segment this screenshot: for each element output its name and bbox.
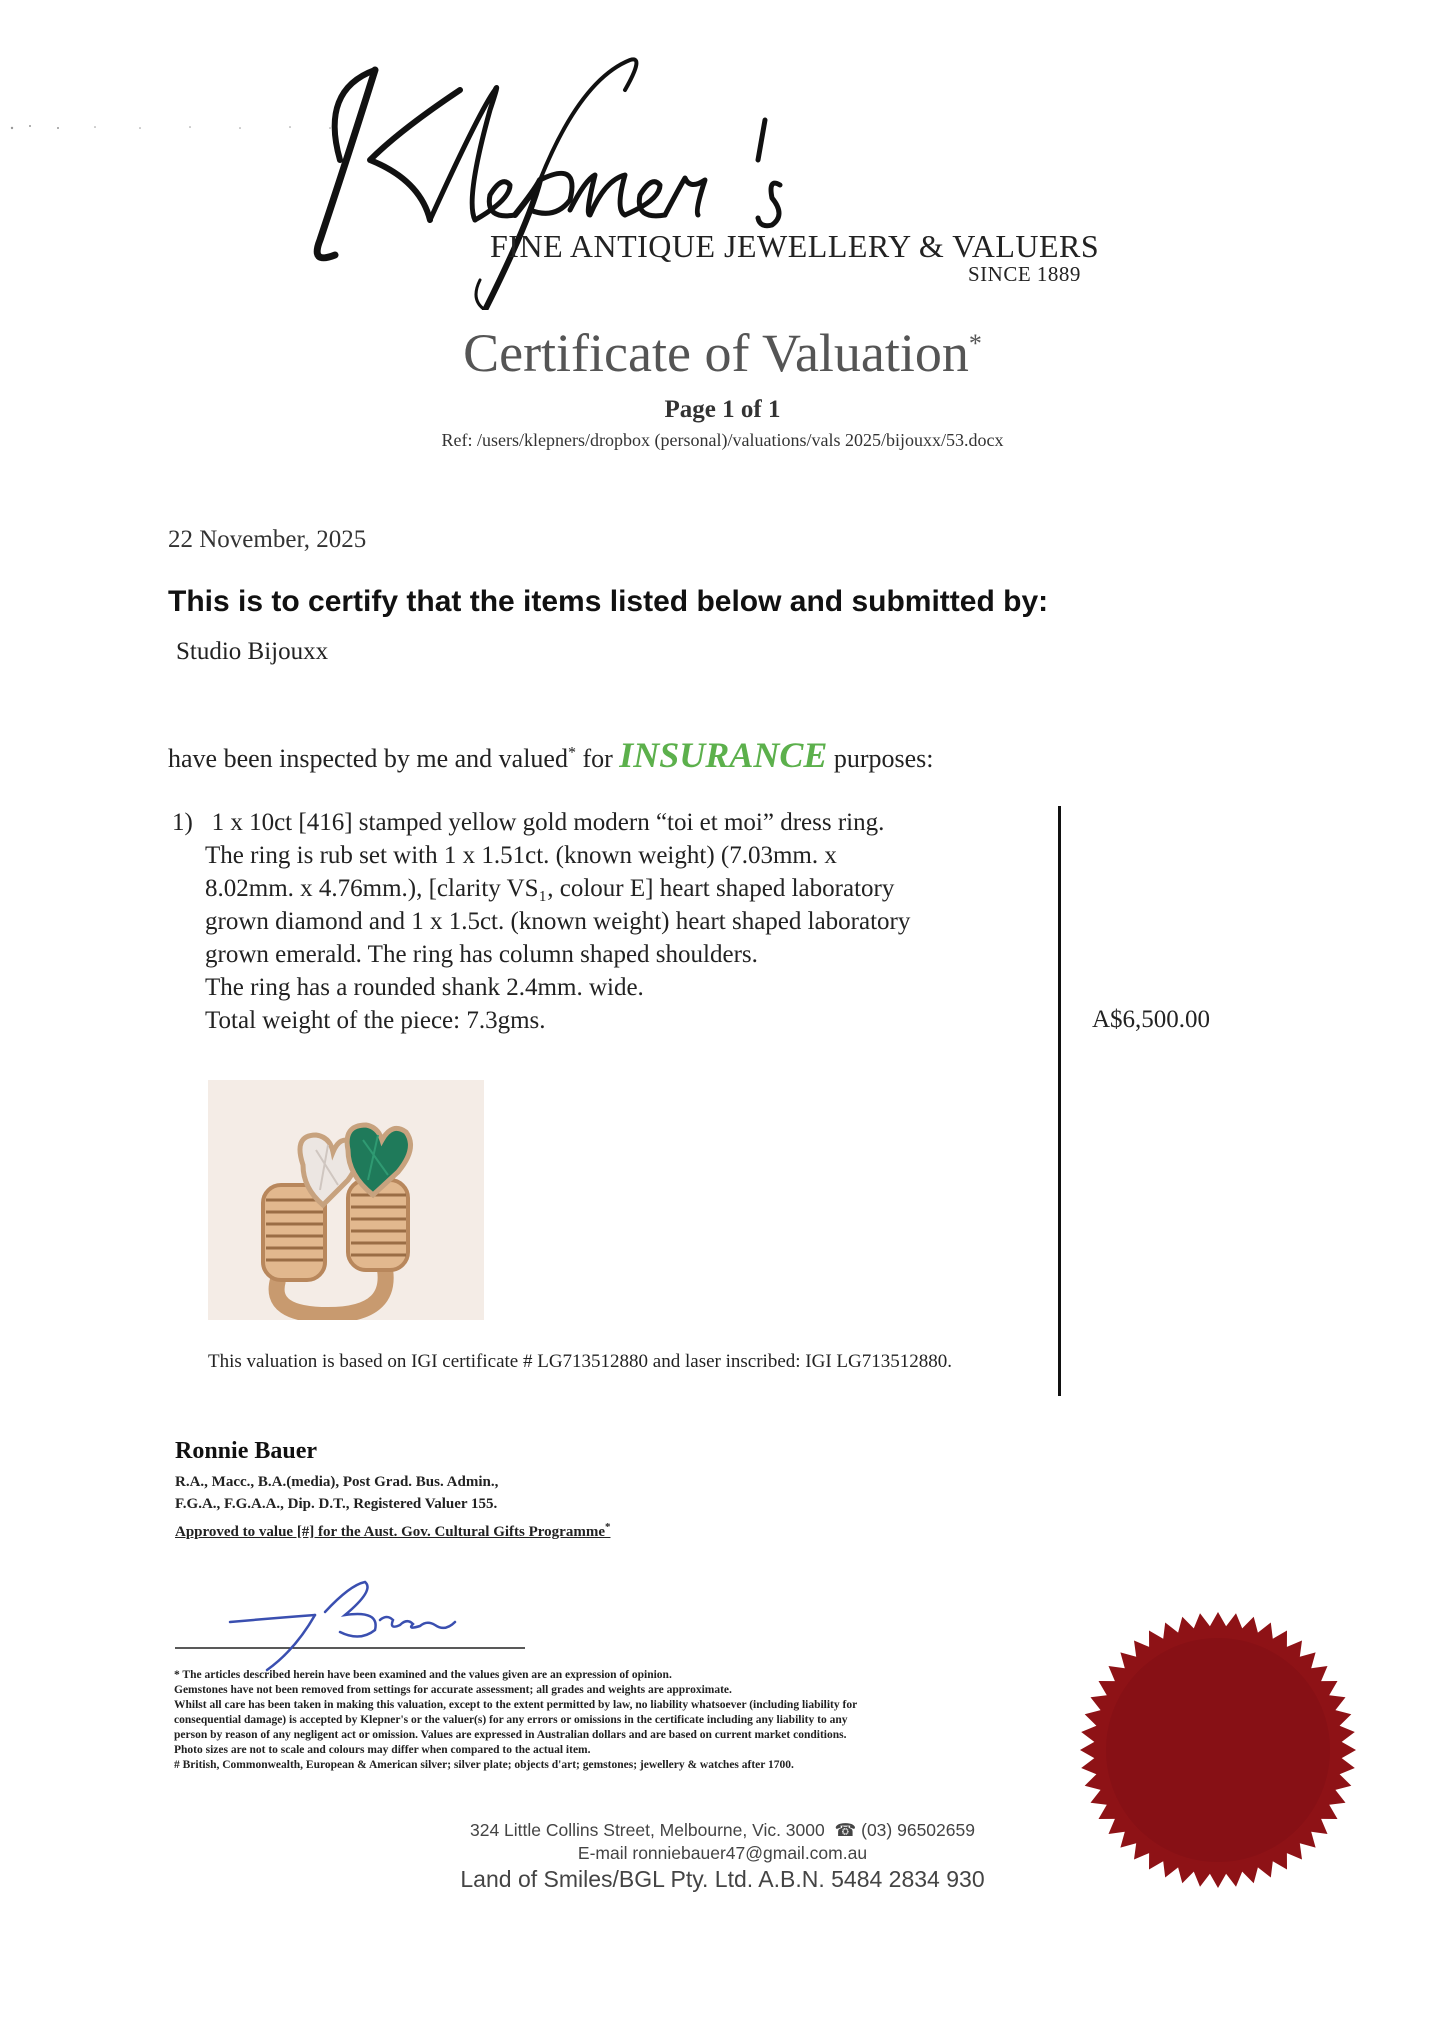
brand-tagline: FINE ANTIQUE JEWELLERY & VALUERS xyxy=(490,228,1100,264)
approval-text: Approved to value [#] for the Aust. Gov. Cultural Gifts Programme xyxy=(175,1524,605,1540)
brand-since: SINCE 1889 xyxy=(968,262,1081,286)
item-line-3: 8.02mm. x 4.76mm.), [clarity VS₁, colour E] heart shaped laboratory xyxy=(205,875,895,902)
value-column-divider xyxy=(1058,806,1061,1396)
inspected-after: purposes: xyxy=(827,744,934,773)
item-value: A$6,500.00 xyxy=(1092,1006,1211,1033)
certificate-title xyxy=(0,322,1445,384)
item-line-2: The ring is rub set with 1 x 1.51ct. (known weight) (7.03mm. x xyxy=(205,842,837,869)
disclaimer-line: consequential damage) is accepted by Klepner's or the valuer(s) for any errors or omissions in the certificate including any liability to any xyxy=(174,1714,848,1726)
item-line-4: grown diamond and 1 x 1.5ct. (known weight) heart shaped laboratory xyxy=(205,908,911,935)
disclaimer xyxy=(174,1668,1074,1773)
page-number: Page 1 of 1 xyxy=(664,396,781,423)
certificate-title-text: Certificate of Valuation xyxy=(463,323,969,383)
document-reference: Ref: /users/klepners/dropbox (personal)/valuations/vals 2025/bijouxx/53.docx xyxy=(441,430,1004,450)
ring-photo xyxy=(208,1080,484,1320)
inspected-star: * xyxy=(567,744,576,762)
item-number: 1) xyxy=(172,809,193,836)
item-line-7: Total weight of the piece: 7.3gms. xyxy=(205,1007,546,1034)
valuer-credentials-2: F.G.A., F.G.A.A., Dip. D.T., Registered Valuer 155. xyxy=(175,1496,498,1512)
item-line-1 xyxy=(172,806,1052,839)
disclaimer-line: * The articles described herein have been examined and the values given are an expression of opinion. xyxy=(174,1669,672,1681)
disclaimer-line: Photo sizes are not to scale and colours may differ when compared to the actual item. xyxy=(174,1744,591,1756)
item-line-6: The ring has a rounded shank 2.4mm. wide. xyxy=(205,974,644,1001)
inspected-text: have been inspected by me and valued xyxy=(168,744,568,773)
purpose-insurance: INSURANCE xyxy=(619,735,828,775)
disclaimer-line: # British, Commonwealth, European & American silver; silver plate; objects d'art; gemstones; jewellery & watches after 1700. xyxy=(174,1759,794,1771)
item-line-5: grown emerald. The ring has column shaped shoulders. xyxy=(205,941,758,968)
valuer-credentials-1: R.A., Macc., B.A.(media), Post Grad. Bus. Admin., xyxy=(175,1474,499,1490)
footer-abn: Land of Smiles/BGL Pty. Ltd. A.B.N. 5484 2834 930 xyxy=(460,1866,985,1892)
disclaimer-line: Whilst all care has been taken in making this valuation, except to the extent permitted by law, no liability whatsoever (including liability for xyxy=(174,1699,858,1711)
approval-star: * xyxy=(604,1521,611,1533)
valuer-name: Ronnie Bauer xyxy=(175,1438,318,1464)
inspected-statement xyxy=(168,734,934,776)
red-seal xyxy=(1078,1610,1358,1890)
footer-address: 324 Little Collins Street, Melbourne, Vic. 3000 ☎ (03) 96502659 xyxy=(470,1820,975,1840)
valuation-basis: This valuation is based on IGI certificate # LG713512880 and laser inscribed: IGI LG713512880. xyxy=(208,1351,952,1372)
valuer-signature xyxy=(175,1570,535,1680)
item-line-text: 1 x 10ct [416] stamped yellow gold modern “toi et moi” dress ring. xyxy=(211,809,885,836)
item-description xyxy=(172,806,1052,1037)
certificate-title-star: * xyxy=(968,329,982,358)
client-name: Studio Bijouxx xyxy=(176,638,329,665)
certificate-date: 22 November, 2025 xyxy=(168,526,367,553)
certify-heading: This is to certify that the items listed below and submitted by: xyxy=(168,585,1049,618)
disclaimer-line: person by reason of any negligent act or omission. Values are expressed in Australian dollars and are based on current market conditions. xyxy=(174,1729,847,1741)
cultural-gifts-approval xyxy=(175,1521,610,1541)
inspected-for: for xyxy=(575,744,620,773)
footer-email: E-mail ronniebauer47@gmail.com.au xyxy=(577,1843,868,1863)
disclaimer-line: Gemstones have not been removed from settings for accurate assessment; all grades and weights are approximate. xyxy=(174,1684,732,1696)
